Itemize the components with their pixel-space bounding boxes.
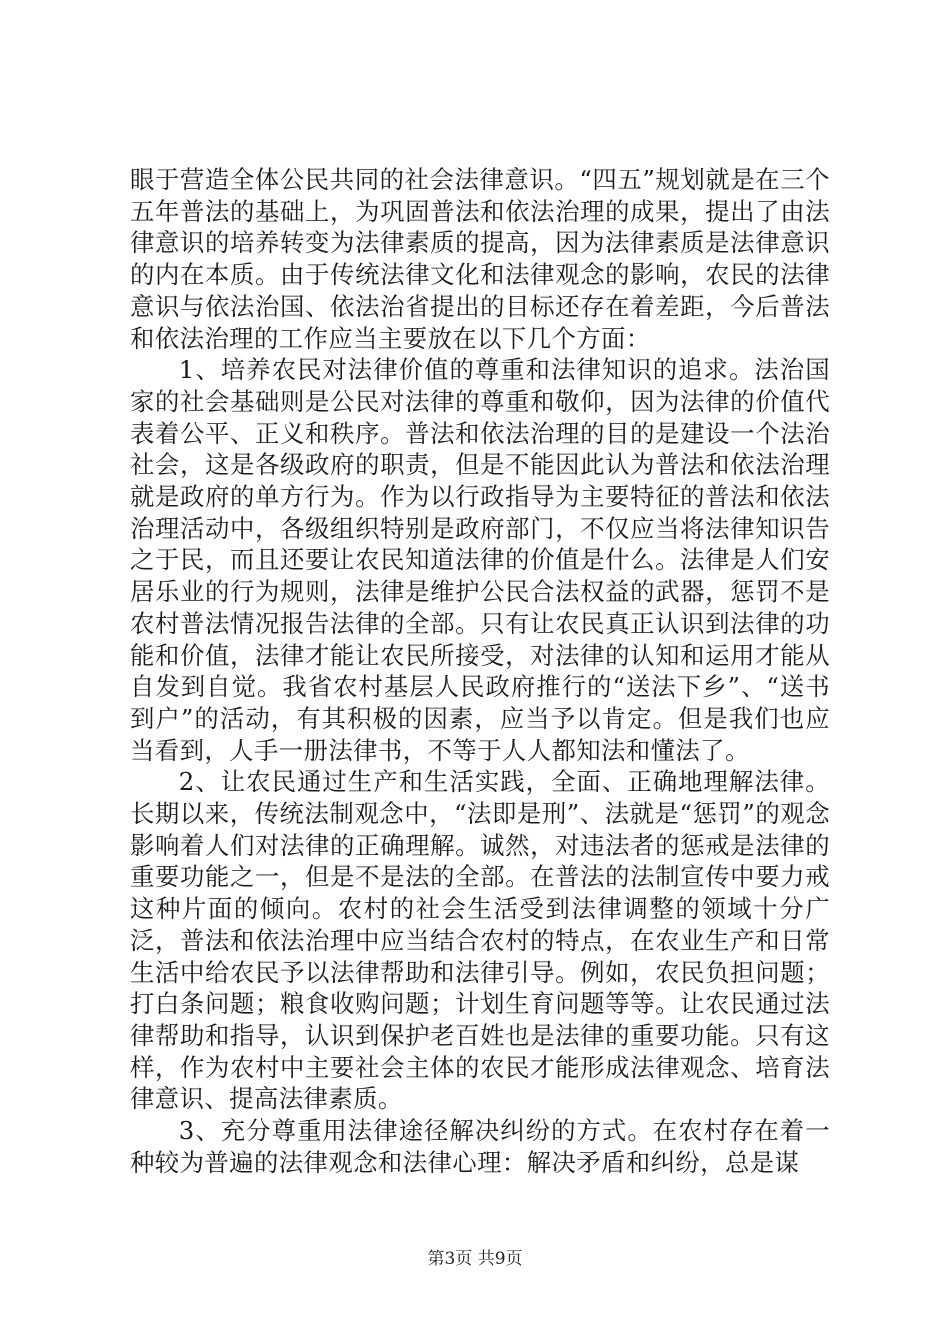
paragraph-1: 眼于营造全体公民共同的社会法律意识。“四五”规划就是在三个五年普法的基础上，为巩固普法和依法治理的成果，提出了由法律意识的培养转变为法律素质的提高，因为法律素质是法律意识的内在本质。由于传统法律文化和法律观念的影响，农民的法律意识与依法治国、依法治省提出的目标还存在着差距，今后普法和依法治理的工作应当主要放在以下几个方面：: [130, 165, 830, 353]
paragraph-3: 2、让农民通过生产和生活实践，全面、正确地理解法律。长期以来，传统法制观念中，“法即是刑”、法就是“惩罚”的观念影响着人们对法律的正确理解。诚然，对违法者的惩戒是法律的重要功能之一，但是不是法的全部。在普法的法制宣传中要力戒这种片面的倾向。农村的社会生活受到法律调整的领域十分广泛，普法和依法治理中应当结合农村的特点，在农业生产和日常生活中给农民予以法律帮助和法律引导。例如，农民负担问题；打白条问题；粮食收购问题；计划生育问题等等。让农民通过法律帮助和指导，认识到保护老百姓也是法律的重要功能。只有这样，作为农村中主要社会主体的农民才能形成法律观念、培育法律意识、提高法律素质。: [130, 767, 830, 1114]
paragraph-4: 3、充分尊重用法律途径解决纠纷的方式。在农村存在着一种较为普遍的法律观念和法律心理：解决矛盾和纠纷，总是谋: [130, 1116, 830, 1177]
page-number-footer: 第3页 共9页: [427, 1249, 523, 1269]
document-body: [130, 164, 830, 1179]
paragraph-2: 1、培养农民对法律价值的尊重和法律知识的追求。法治国家的社会基础则是公民对法律的尊重和敬仰，因为法律的价值代表着公平、正义和秩序。普法和依法治理的目的是建设一个法治社会，这是各级政府的职责，但是不能因此认为普法和依法治理就是政府的单方行为。作为以行政指导为主要特征的普法和依法治理活动中，各级组织特别是政府部门，不仅应当将法律知识告之于民，而且还要让农民知道法律的价值是什么。法律是人们安居乐业的行为规则，法律是维护公民合法权益的武器，惩罚不是农村普法情况报告法律的全部。只有让农民真正认识到法律的功能和价值，法律才能让农民所接受，对法律的认知和运用才能从自发到自觉。我省农村基层人民政府推行的“送法下乡”、“送书到户”的活动，有其积极的因素，应当予以肯定。但是我们也应当看到，人手一册法律书，不等于人人都知法和懂法了。: [130, 355, 830, 765]
